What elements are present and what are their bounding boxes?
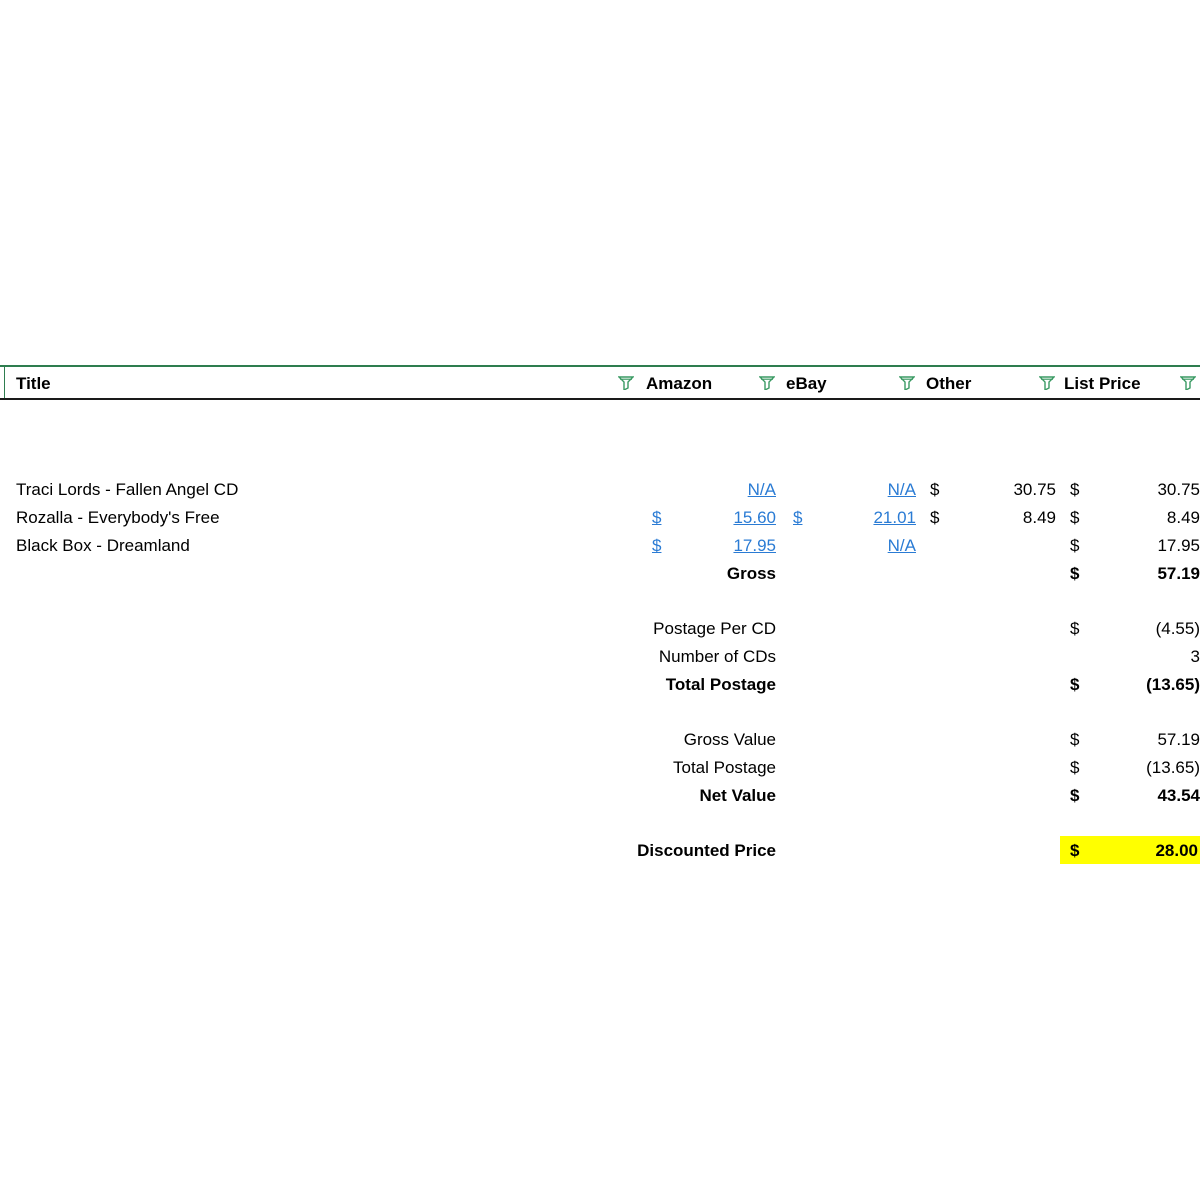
filter-icon[interactable] [899,376,915,390]
filter-icon[interactable] [759,376,775,390]
total-postage-value[interactable]: (13.65) [1146,675,1200,694]
column-header-title[interactable]: Title [16,374,51,393]
number-of-cds-value[interactable]: 3 [1190,647,1200,666]
label-number-of-cds: Number of CDs [658,647,776,666]
gross-symbol: $ [1070,564,1080,583]
cell-amazon-value[interactable]: 17.95 [733,536,776,555]
label-postage-per-cd: Postage Per CD [653,619,776,638]
gross-value-amount[interactable]: 57.19 [1157,730,1200,749]
total-postage-symbol: $ [1070,675,1080,694]
cell-list-symbol: $ [1070,536,1080,555]
discounted-price-value[interactable]: 28.00 [1155,841,1198,860]
table-row[interactable]: Black Box - Dreamland [16,536,190,555]
header-left-edge [0,367,5,398]
column-header-ebay[interactable]: eBay [786,374,827,393]
cell-amazon-value[interactable]: N/A [747,480,776,499]
postage-per-cd-symbol: $ [1070,619,1080,638]
net-value-symbol: $ [1070,786,1080,805]
cell-list-value[interactable]: 30.75 [1157,480,1200,499]
cell-other-symbol: $ [930,508,940,527]
filter-icon[interactable] [1180,376,1196,390]
cell-ebay-value[interactable]: N/A [887,536,916,555]
cell-amazon-value[interactable]: 15.60 [733,508,776,527]
table-row[interactable]: Traci Lords - Fallen Angel CD [16,480,239,499]
label-net-value: Net Value [699,786,776,805]
table-body [0,400,1200,900]
label-gross-value: Gross Value [683,730,776,749]
gross-value-symbol: $ [1070,730,1080,749]
column-header-list-price[interactable]: List Price [1064,374,1141,393]
cell-list-symbol: $ [1070,508,1080,527]
label-discounted-price: Discounted Price [637,841,776,860]
cell-ebay-value[interactable]: N/A [887,480,916,499]
total-postage-2-symbol: $ [1070,758,1080,777]
cell-other-symbol: $ [930,480,940,499]
label-gross: Gross [726,564,776,583]
cell-other-value[interactable]: 8.49 [1022,508,1056,527]
cell-other-value[interactable]: 30.75 [1013,480,1056,499]
label-total-postage: Total Postage [665,675,776,694]
label-total-postage-2: Total Postage [672,758,776,777]
filter-icon[interactable] [1039,376,1055,390]
net-value-amount[interactable]: 43.54 [1157,786,1200,805]
cell-ebay-value[interactable]: 21.01 [873,508,916,527]
cell-amazon-symbol[interactable]: $ [652,536,662,555]
column-header-amazon[interactable]: Amazon [646,374,713,393]
spreadsheet [0,365,1200,900]
table-header-row [0,365,1200,400]
cell-list-value[interactable]: 8.49 [1166,508,1200,527]
cell-list-symbol: $ [1070,480,1080,499]
filter-icon[interactable] [618,376,634,390]
cell-amazon-symbol[interactable]: $ [652,508,662,527]
column-header-other[interactable]: Other [926,374,972,393]
table-row[interactable]: Rozalla - Everybody's Free [16,508,220,527]
total-postage-2-value[interactable]: (13.65) [1146,758,1200,777]
cell-ebay-symbol[interactable]: $ [793,508,803,527]
postage-per-cd-value[interactable]: (4.55) [1155,619,1200,638]
cell-list-value[interactable]: 17.95 [1157,536,1200,555]
gross-value[interactable]: 57.19 [1157,564,1200,583]
discounted-price-symbol: $ [1070,841,1080,860]
